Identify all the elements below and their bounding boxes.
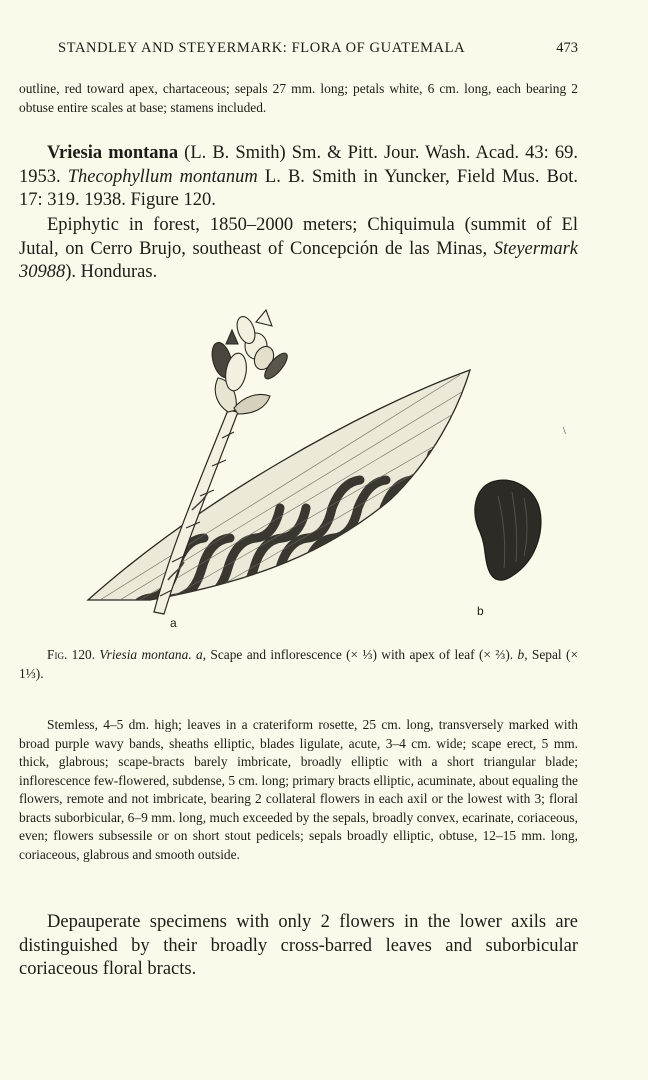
figure-caption <box>19 646 578 683</box>
caption-part-a: , Scape and inflorescence (× ⅓) with apex of leaf (× ⅔). <box>202 647 518 662</box>
closing-note: Depauperate specimens with only 2 flowers in the lower axils are distinguished by their broadly cross-barred leaves and suborbicular coriaceous floral bracts. <box>19 912 578 979</box>
caption-part-a-letter: a <box>196 647 203 662</box>
caption-fig-label: Fig. <box>47 647 68 662</box>
figure-label-a: a <box>170 616 177 630</box>
caption-part-b-letter: b <box>517 647 525 662</box>
habitat-lead: Epiphytic in forest, 1850–2000 meters; Chiquimula (summit of El Jutal, on Cerro Brujo, southeast of Concepción de las Minas, <box>19 215 578 259</box>
habitat-tail: ). Honduras. <box>65 262 158 282</box>
inflorescence <box>209 310 291 414</box>
collector-number: Steyermark 30988 <box>19 238 578 282</box>
caption-species: Vriesia montana. <box>99 647 192 662</box>
species-heading <box>19 142 578 213</box>
running-head <box>0 40 648 60</box>
leaf-apex <box>88 370 542 630</box>
synonym-citation: L. B. Smith in Yuncker, Field Mus. Bot. 17: 319. 1938. Figure 120. <box>19 166 578 210</box>
caption-number: 120. <box>67 647 100 662</box>
previous-species-tail: outline, red toward apex, chartaceous; sepals 27 mm. long; petals white, 6 cm. long, each bearing 2 obtuse entire scales at base; stamens included. <box>19 81 578 115</box>
habitat-paragraph <box>19 214 578 285</box>
figure-120 <box>60 300 600 640</box>
species-authority: (L. B. Smith) Sm. & Pitt. Jour. Wash. Acad. 43: 69. 1953. <box>19 143 578 187</box>
stray-mark: \ <box>563 426 566 437</box>
botanical-illustration <box>60 300 600 640</box>
species-name: Vriesia montana <box>47 143 179 163</box>
figure-label-b: b <box>477 604 484 618</box>
running-title: STANDLEY AND STEYERMARK: FLORA OF GUATEMALA <box>58 40 466 56</box>
sepal-drawing <box>475 480 541 580</box>
species-description: Stemless, 4–5 dm. high; leaves in a crateriform rosette, 25 cm. long, transversely marked with broad purple wavy bands, sheaths elliptic, blades ligulate, acute, 3–4 cm. wide; scape erect, 5 mm. thick, glabrous; scape-bracts barely imbricate, broadly elliptic with a short triangular blade; inflorescence few-flowered, subdense, 5 cm. long; primary bracts elliptic, acuminate, about equaling the flowers, remote and not imbricate, bearing 2 collateral flowers in each axil or the lowest with 3; floral bracts suborbicular, 6–9 mm. long, much exceeded by the sepals, broadly convex, ecarinate, coriaceous, even; flowers subsessile or on short stout pedicels; sepals broadly elliptic, obtuse, 12–15 mm. long, coriaceous, glabrous and smooth outside. <box>19 717 578 862</box>
caption-part-b: , Sepal (× 1⅓). <box>19 647 578 681</box>
synonym-name: Thecophyllum montanum <box>67 166 258 187</box>
page-number: 473 <box>556 40 578 56</box>
